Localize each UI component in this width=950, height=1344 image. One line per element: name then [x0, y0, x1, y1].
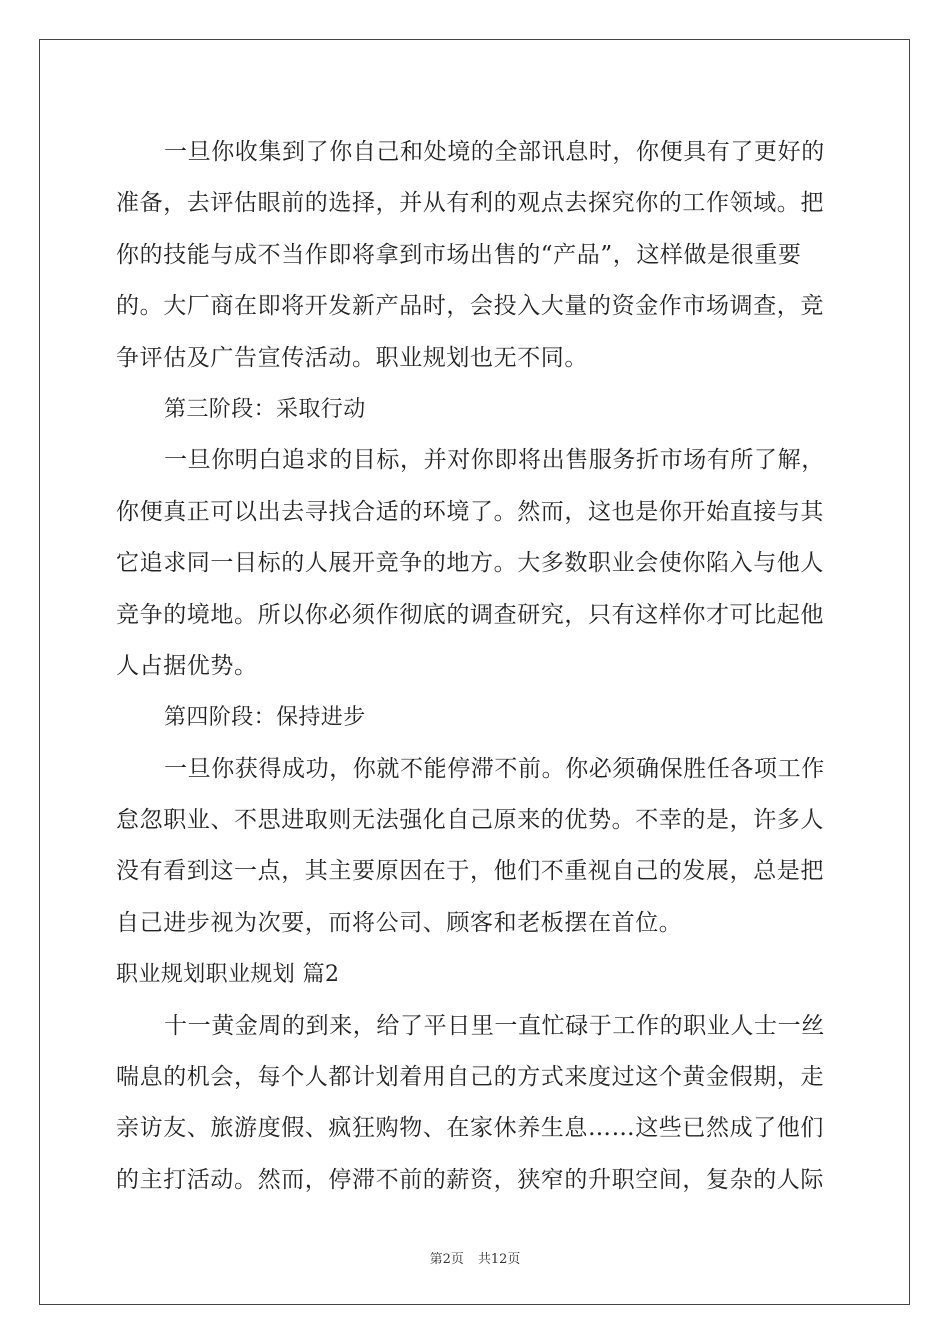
article-heading: 职业规划职业规划 篇2 [116, 962, 340, 988]
page-number: 第2页 [429, 1252, 464, 1267]
paragraph-line: 没有看到这一点，其主要原因在于，他们不重视自己的发展，总是把 [116, 858, 824, 885]
paragraph-line: 自己进步视为次要，而将公司、顾客和老板摆在首位。 [116, 909, 683, 936]
paragraph-line: 准备，去评估眼前的选择，并从有利的观点去探究你的工作领域。把 [116, 190, 824, 217]
paragraph-line: 亲访友、旅游度假、疯狂购物、在家休养生息……这些已然成了他们 [116, 1115, 824, 1142]
document-body [116, 127, 836, 1206]
paragraph-line: 一旦你获得成功，你就不能停滞不前。你必须确保胜任各项工作 [164, 755, 825, 782]
section-heading-stage-3: 第三阶段：采取行动 [164, 396, 366, 422]
paragraph-line: 十一黄金周的到来，给了平日里一直忙碌于工作的职业人士一丝 [164, 1012, 825, 1039]
paragraph-line: 一旦你收集到了你自己和处境的全部讯息时，你便具有了更好的 [164, 139, 825, 165]
paragraph-line: 它追求同一目标的人展开竞争的地方。大多数职业会使你陷入与他人 [116, 550, 824, 577]
paragraph-line: 人占据优势。 [116, 652, 258, 679]
paragraph-line: 你便真正可以出去寻找合适的环境了。然而，这也是你开始直接与其 [116, 498, 824, 525]
paragraph-line: 一旦你明白追求的目标，并对你即将出售服务折市场有所了解， [164, 447, 825, 474]
paragraph-line: 的主打活动。然而，停滞不前的薪资，狭窄的升职空间，复杂的人际 [116, 1166, 824, 1193]
paragraph-line: 的。大厂商在即将开发新产品时，会投入大量的资金作市场调查，竞 [116, 293, 824, 320]
paragraph-line: 你的技能与成不当作即将拿到市场出售的“产品”，这样做是很重要 [116, 241, 802, 268]
paragraph-line: 喘息的机会，每个人都计划着用自己的方式来度过这个黄金假期，走 [116, 1064, 824, 1091]
paragraph-line: 怠忽职业、不思进取则无法强化自己原来的优势。不幸的是，许多人 [116, 807, 824, 834]
paragraph-line: 争评估及广告宣传活动。职业规划也无不同。 [116, 344, 588, 371]
page-footer [0, 1248, 950, 1267]
page-total: 共12页 [477, 1252, 521, 1267]
section-heading-stage-4: 第四阶段：保持进步 [164, 705, 366, 731]
paragraph-line: 竞争的境地。所以你必须作彻底的调查研究，只有这样你才可比起他 [116, 601, 824, 628]
